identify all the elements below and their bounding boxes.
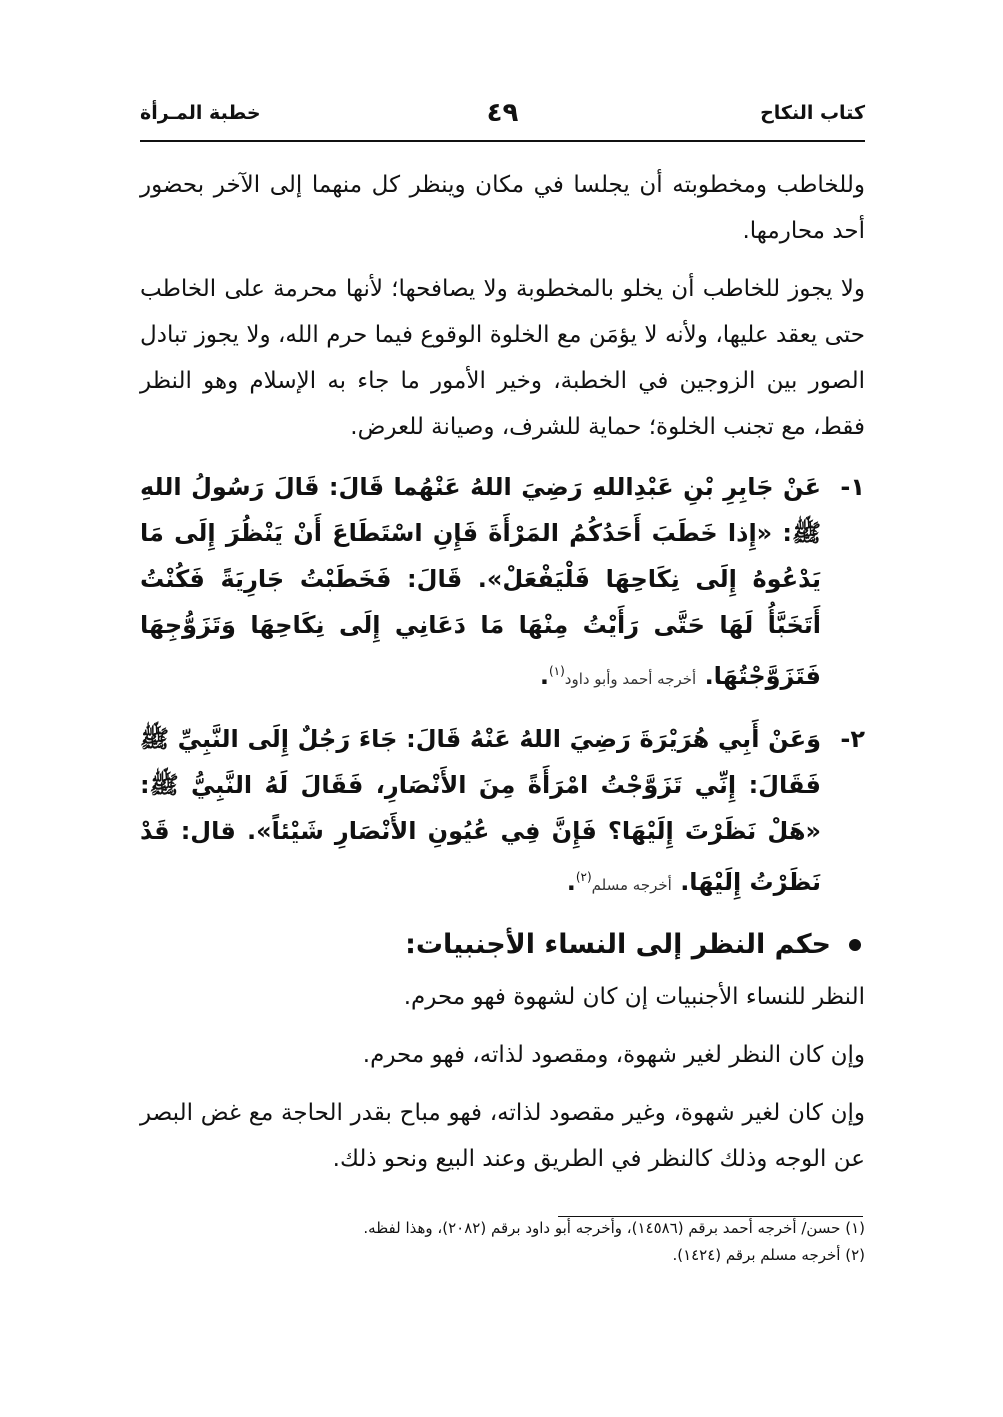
section-line: النظر للنساء الأجنبيات إن كان لشهوة فهو محرم. bbox=[403, 984, 865, 1010]
hadith-text: عَنْ جَابِرِ بْنِ عَبْدِاللهِ رَضِيَ اللهُ عَنْهُما قَالَ: قَالَ رَسُولُ اللهِ ﷺ: «إِذا خَطَبَ أَحَدُكُمُ المَرْأَةَ فَإِنِ اسْتَطَاعَ أَنْ يَنْظُرَ إِلَى مَا يَدْعُوهُ إِلَى نِكَاحِهَا فَلْيَفْعَلْ». قَالَ: فَخَطَبْتُ جَارِيَةً فَكُنْتُ أَتَخَبَّأُ لَهَا حَتَّى رَأَيْتُ مِنْهَا مَا دَعَانِي إِلَى نِكَاحِهَا وَتَزَوُّجِهَا فَتَزَوَّجْتُهَا. bbox=[140, 473, 821, 690]
hadith-number: ٢- bbox=[840, 725, 865, 753]
page-body bbox=[140, 162, 865, 1182]
footnote: (٢) أخرجه مسلم برقم (١٤٢٤). bbox=[672, 1246, 865, 1264]
hadith-text: وَعَنْ أَبِي هُرَيْرَةَ رَضِيَ اللهُ عَنْهُ قَالَ: جَاءَ رَجُلٌ إِلَى النَّبِيِّ ﷺ فَقَالَ: إِنِّي تَزَوَّجْتُ امْرَأَةً مِنَ الأَنْصَارِ، فَقَالَ لَهُ النَّبِيُّ ﷺ: «هَلْ نَظَرْتَ إِلَيْهَا؟ فَإِنَّ فِي عُيُونِ الأَنْصَارِ شَيْئاً». قال: قَدْ نَظَرْتُ إِلَيْهَا. bbox=[140, 725, 821, 896]
hadith-source: أخرجه مسلم bbox=[591, 876, 672, 894]
hadith-text-wrapper bbox=[140, 716, 821, 908]
header-chapter-title: خطبة المـرأة bbox=[140, 102, 261, 124]
section-heading bbox=[140, 922, 865, 968]
hadith-source: أخرجه أحمد وأبو داود bbox=[564, 670, 697, 688]
hadith-end: . bbox=[539, 662, 549, 690]
bullet-icon bbox=[849, 939, 861, 951]
section-line: وإن كان النظر لغير شهوة، ومقصود لذاته، فهو محرم. bbox=[362, 1042, 865, 1068]
hadith-end: . bbox=[566, 868, 576, 896]
paragraph: وللخاطب ومخطوبته أن يجلسا في مكان وينظر كل منهما إلى الآخر بحضور أحد محارمها. bbox=[140, 172, 865, 244]
hadith-number: ١- bbox=[840, 473, 865, 501]
page-header bbox=[140, 100, 865, 142]
page-number: ٤٩ bbox=[486, 98, 519, 128]
footnotes bbox=[140, 1215, 865, 1269]
footnote-marker: (٢) bbox=[575, 870, 592, 884]
hadith-text-wrapper bbox=[140, 464, 821, 702]
header-book-title: كتاب النكاح bbox=[760, 102, 865, 124]
hadith-item bbox=[140, 464, 865, 702]
section-line: وإن كان لغير شهوة، وغير مقصود لذاته، فهو مباح بقدر الحاجة مع غض البصر عن الوجه وذلك كالنظر في الطريق وعند البيع ونحو ذلك. bbox=[140, 1100, 865, 1172]
hadith-item bbox=[140, 716, 865, 908]
paragraph: ولا يجوز للخاطب أن يخلو بالمخطوبة ولا يصافحها؛ لأنها محرمة على الخاطب حتى يعقد عليها، ولأنه لا يؤمَن مع الخلوة الوقوع فيما حرم الله، ولا يجوز تبادل الصور بين الزوجين في الخطبة، وخير الأمور ما جاء به الإسلام وهو النظر فقط، مع تجنب الخلوة؛ حماية للشرف، وصيانة للعرض. bbox=[140, 276, 865, 440]
section-heading-text: حكم النظر إلى النساء الأجنبيات: bbox=[405, 929, 831, 960]
footnote-marker: (١) bbox=[548, 664, 565, 678]
footnote: (١) حسن/ أخرجه أحمد برقم (١٤٥٨٦)، وأخرجه أبو داود برقم (٢٠٨٢)، وهذا لفظه. bbox=[363, 1219, 865, 1237]
